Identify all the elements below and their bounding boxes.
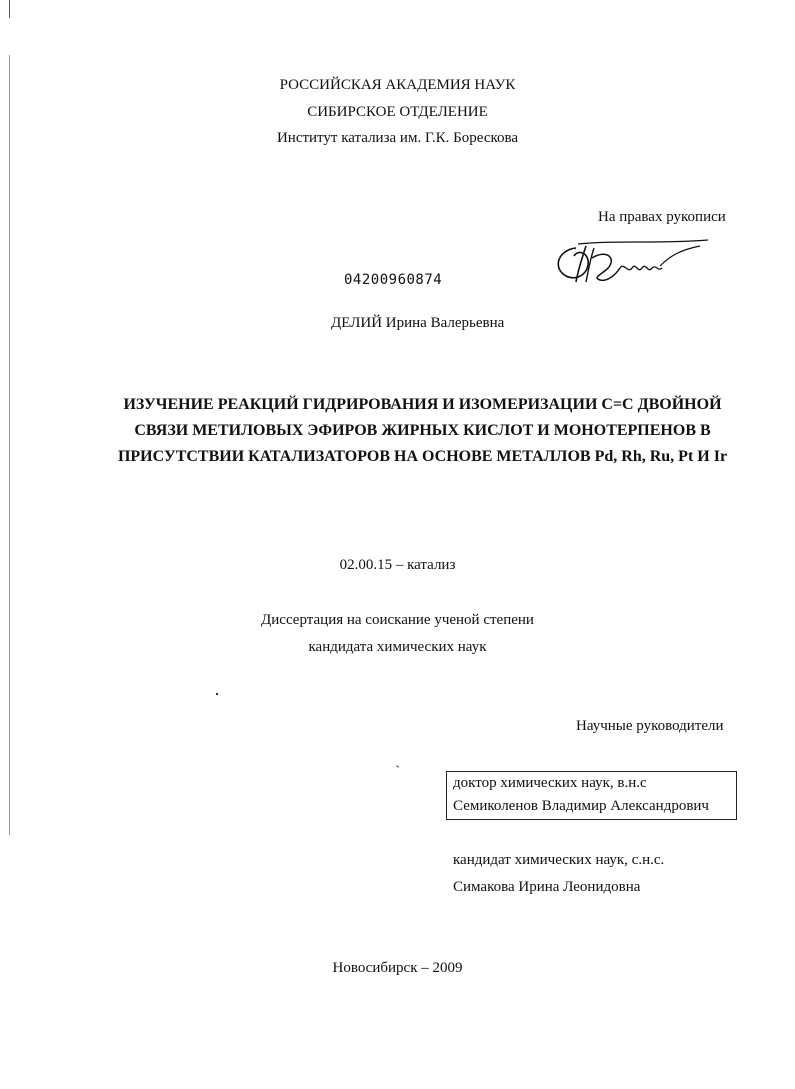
- second-supervisor-name: Симакова Ирина Леонидовна: [453, 879, 641, 895]
- degree-name: кандидата химических наук: [308, 639, 487, 655]
- title-line: СВЯЗИ МЕТИЛОВЫХ ЭФИРОВ ЖИРНЫХ КИСЛОТ И МОНОТЕРПЕНОВ В: [134, 422, 711, 439]
- scan-speck: [396, 765, 399, 768]
- first-supervisor-name: Семиколенов Владимир Александрович: [453, 798, 709, 814]
- branch-name: СИБИРСКОЕ ОТДЕЛЕНИЕ: [307, 104, 488, 120]
- dissertation-purpose: Диссертация на соискание ученой степени: [261, 612, 534, 628]
- specialty-code: 02.00.15 – катализ: [339, 557, 456, 573]
- academy-name: РОССИЙСКАЯ АКАДЕМИЯ НАУК: [279, 77, 516, 93]
- dissertation-title: [60, 392, 785, 470]
- rights-note: На правах рукописи: [598, 209, 726, 225]
- first-supervisor-degree: доктор химических наук, в.н.с: [453, 775, 647, 791]
- second-supervisor-degree: кандидат химических наук, с.н.с.: [453, 852, 665, 868]
- scan-speck: [216, 693, 218, 695]
- title-line: ПРИСУТСТВИИ КАТАЛИЗАТОРОВ НА ОСНОВЕ МЕТАЛЛОВ Pd, Rh, Ru, Pt И Ir: [117, 448, 728, 465]
- author-name: ДЕЛИЙ Ирина Валерьевна: [331, 315, 505, 331]
- scan-edge-line: [9, 55, 10, 835]
- city-year: Новосибирск – 2009: [332, 960, 463, 976]
- supervisors-heading: Научные руководители: [576, 718, 724, 734]
- registration-number: 04200960874: [344, 272, 443, 288]
- first-supervisor-box: [446, 771, 737, 820]
- signature-image: [548, 238, 718, 288]
- scan-edge-line: [9, 0, 10, 18]
- institute-name: Институт катализа им. Г.К. Борескова: [276, 130, 519, 146]
- title-line: ИЗУЧЕНИЕ РЕАКЦИЙ ГИДРИРОВАНИЯ И ИЗОМЕРИЗАЦИИ С=С ДВОЙНОЙ: [123, 396, 722, 413]
